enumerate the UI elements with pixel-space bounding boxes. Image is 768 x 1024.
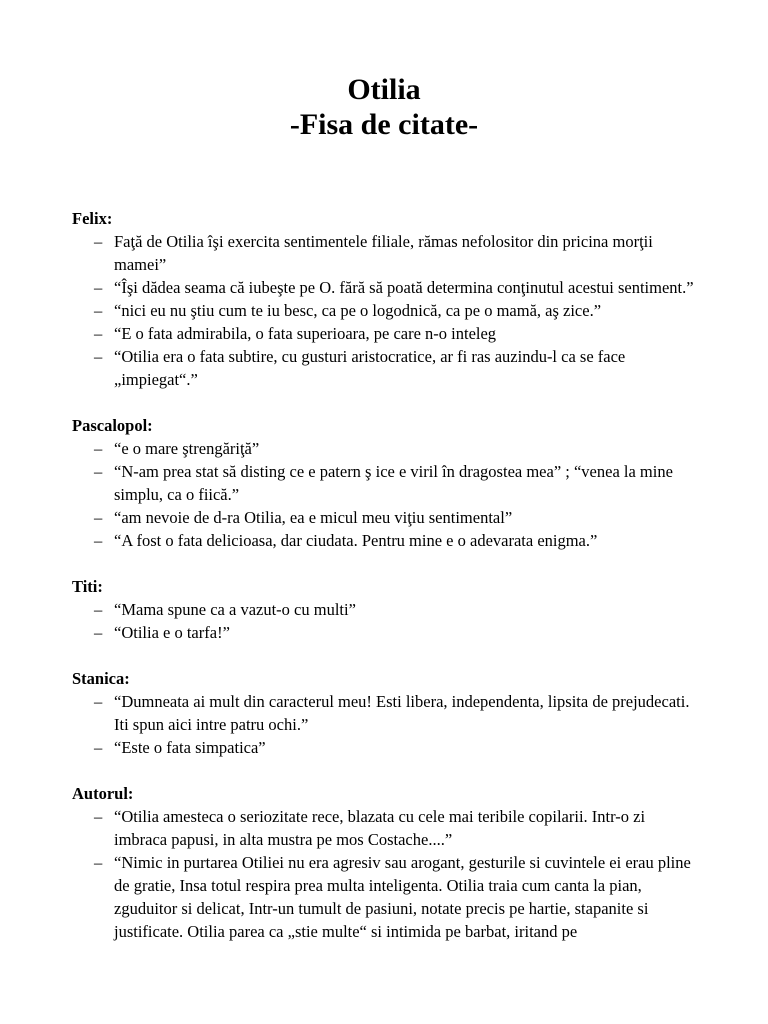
quote-item (72, 851, 702, 943)
quote-list (72, 437, 702, 552)
dash-bullet: – (94, 232, 103, 251)
quote-item (72, 460, 702, 506)
quote-text: “am nevoie de d-ra Otilia, ea e micul meu viţiu sentimental” (114, 508, 513, 527)
quote-item (72, 598, 702, 621)
quote-text: “A fost o fata delicioasa, dar ciudata. Pentru mine e o adevarata enigma.” (114, 531, 598, 550)
quote-item (72, 299, 702, 322)
quote-list (72, 230, 702, 391)
section-stanica (72, 667, 702, 759)
dash-bullet: – (94, 853, 103, 872)
quote-item (72, 322, 702, 345)
section-titi (72, 575, 702, 644)
dash-bullet: – (94, 738, 103, 757)
section-heading: Pascalopol: (72, 416, 153, 435)
quote-item (72, 276, 702, 299)
dash-bullet: – (94, 807, 103, 826)
title-block (0, 72, 768, 142)
quote-text: “N-am prea stat să disting ce e patern ş ice e viril în dragostea mea” ; “venea la mine simplu, ca o fiică.” (114, 462, 673, 504)
quote-item (72, 736, 702, 759)
dash-bullet: – (94, 439, 103, 458)
quote-text: “Este o fata simpatica” (114, 738, 266, 757)
quote-text: “Otilia amesteca o seriozitate rece, blazata cu cele mai teribile copilarii. Intr-o zi imbraca papusi, in alta mustra pe mos Costache....” (114, 807, 646, 849)
dash-bullet: – (94, 600, 103, 619)
dash-bullet: – (94, 278, 103, 297)
section-heading: Autorul: (72, 784, 134, 803)
quote-text: Faţă de Otilia îşi exercita sentimentele filiale, rămas nefolositor din pricina morţii mamei” (114, 232, 653, 274)
section-pascalopol (72, 414, 702, 552)
quote-item (72, 230, 702, 276)
dash-bullet: – (94, 462, 103, 481)
quote-text: “Nimic in purtarea Otiliei nu era agresiv sau arogant, gesturile si cuvintele ei erau pline de gratie, Insa totul respira prea multa inteligenta. Otilia traia cum canta la pian, zguduitor si delicat, Intr-un tumult de pasiuni, notate precis pe hartie, stapanite si justificate. Otilia parea ca „stie multe“ si intimida pe barbat, iritand pe (114, 853, 691, 941)
section-heading: Felix: (72, 209, 113, 228)
quote-item (72, 437, 702, 460)
dash-bullet: – (94, 692, 103, 711)
quote-list (72, 598, 702, 644)
dash-bullet: – (94, 347, 103, 366)
quote-text: “E o fata admirabila, o fata superioara, pe care n-o inteleg (114, 324, 497, 343)
dash-bullet: – (94, 623, 103, 642)
dash-bullet: – (94, 301, 103, 320)
document-title: Otilia (347, 73, 421, 106)
section-felix (72, 207, 702, 391)
quote-list (72, 690, 702, 759)
dash-bullet: – (94, 508, 103, 527)
quote-text: “e o mare ştrengăriţă” (114, 439, 260, 458)
section-heading: Stanica: (72, 669, 130, 688)
dash-bullet: – (94, 324, 103, 343)
quote-text: “Dumneata ai mult din caracterul meu! Esti libera, independenta, lipsita de prejudecati. Iti spun aici intre patru ochi.” (114, 692, 690, 734)
dash-bullet: – (94, 531, 103, 550)
quote-item (72, 805, 702, 851)
section-heading: Titi: (72, 577, 103, 596)
quote-item (72, 529, 702, 552)
quote-text: “nici eu nu ştiu cum te iu besc, ca pe o logodnică, ca pe o mamă, aş zice.” (114, 301, 602, 320)
quote-text: “Otilia e o tarfa!” (114, 623, 230, 642)
section-autorul (72, 782, 702, 943)
quote-item (72, 690, 702, 736)
quotes-content (72, 207, 702, 966)
quote-item (72, 506, 702, 529)
quote-list (72, 805, 702, 943)
quote-text: “Mama spune ca a vazut-o cu multi” (114, 600, 356, 619)
quote-text: “Otilia era o fata subtire, cu gusturi aristocratice, ar fi ras auzindu-l ca se face „impiegat“.” (114, 347, 626, 389)
document-subtitle: -Fisa de citate- (289, 108, 479, 141)
quote-item (72, 621, 702, 644)
quote-text: “Îşi dădea seama că iubeşte pe O. fără să poată determina conţinutul acestui sentiment.” (114, 278, 694, 297)
quote-item (72, 345, 702, 391)
